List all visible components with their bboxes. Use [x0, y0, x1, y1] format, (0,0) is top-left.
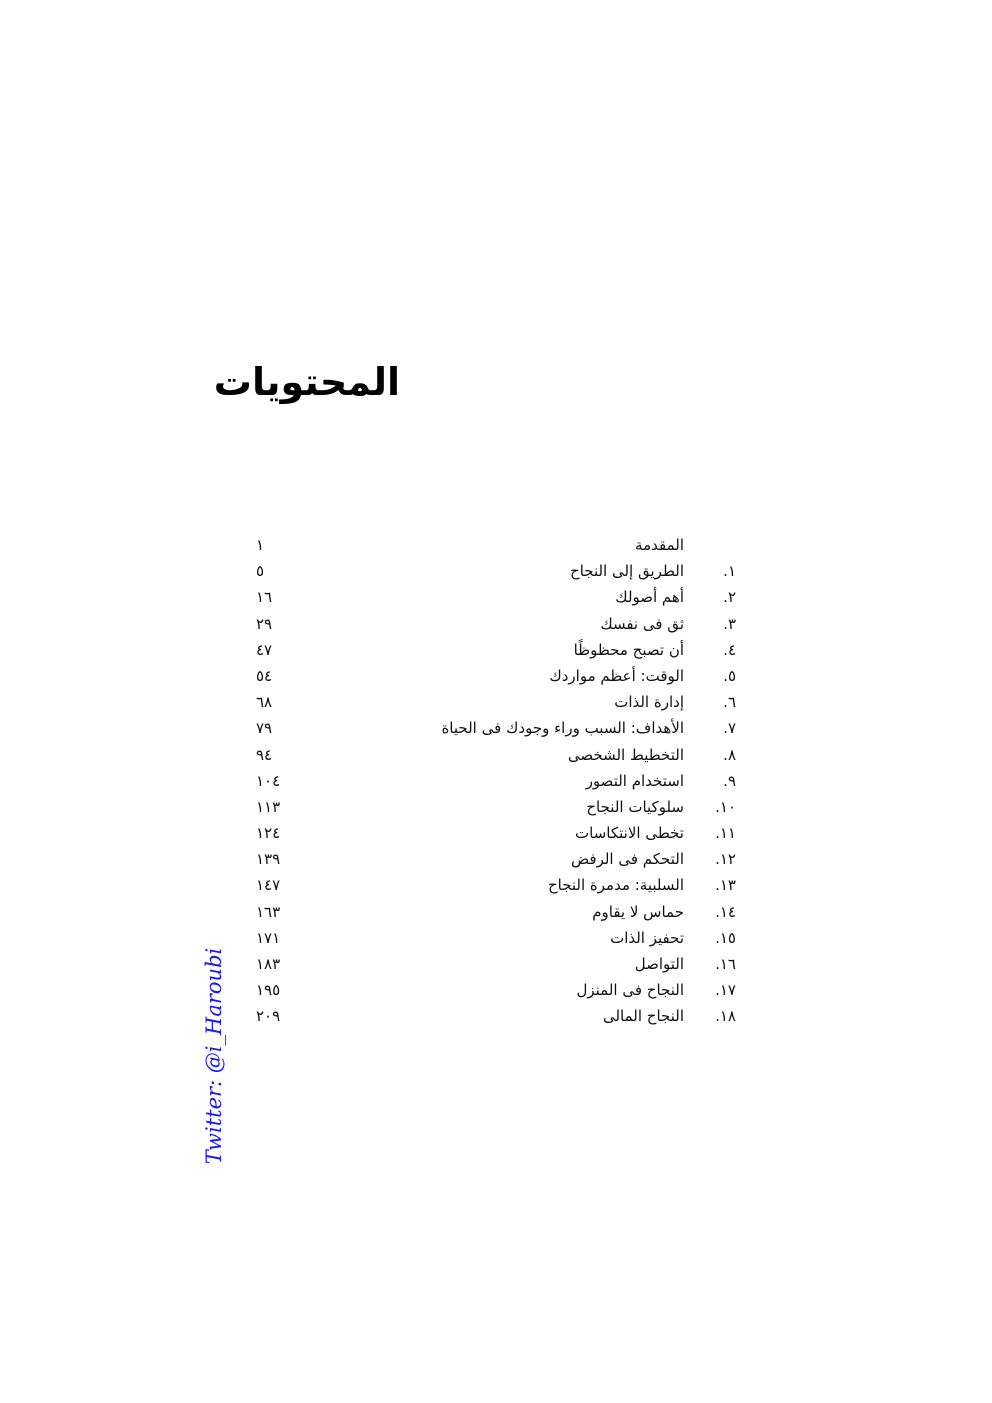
toc-entry-page: ٥٤ [256, 666, 273, 685]
toc-entry-title: تحفيز الذات [610, 928, 684, 947]
toc-entry-title: النجاح المالى [602, 1007, 684, 1026]
toc-entry-number: ٧. [723, 719, 736, 738]
toc-entry-number: ٢. [723, 588, 736, 607]
toc-entry-title: التواصل [634, 955, 684, 973]
toc-entry-page: ١٧١ [256, 928, 281, 947]
toc-entry-page: ٧٩ [256, 719, 273, 738]
toc-entry-title: النجاح فى المنزل [576, 981, 684, 1000]
toc-entry [250, 925, 750, 951]
toc-entry [250, 663, 750, 689]
toc-entry-number: ١١. [715, 824, 736, 843]
toc-entry-title: الأهداف: السبب وراء وجودك فى الحياة [441, 719, 684, 738]
toc-entry [250, 584, 750, 610]
toc-entry-number: ٣. [723, 614, 736, 633]
toc-entry-number: ١. [723, 562, 736, 581]
toc-entry-number: ١٣. [715, 876, 736, 895]
toc-entry [250, 689, 750, 715]
toc-entry-number: ١٧. [715, 981, 736, 1000]
toc-entry-title: التخطيط الشخصى [567, 745, 684, 764]
page-title: المحتويات [213, 360, 400, 404]
toc-entry-title: حماس لا يقاوم [592, 902, 684, 921]
toc-entry-page: ١٦ [256, 588, 273, 607]
toc-entry-title: تخطى الانتكاسات [575, 824, 684, 843]
toc-entry-page: ١ [256, 536, 265, 554]
toc-entry [250, 715, 750, 741]
toc-entry-title: السلبية: مدمرة النجاح [547, 876, 684, 895]
toc-entry [250, 611, 750, 637]
toc-entry-number: ٥. [723, 666, 736, 685]
toc-entry-page: ٢٠٩ [256, 1007, 281, 1026]
toc-entry-page: ١٤٧ [256, 876, 281, 895]
toc-entry [250, 532, 750, 558]
toc-entry-number: ١٦. [715, 955, 736, 973]
toc-entry-number: ١٠. [715, 797, 736, 816]
toc-entry-title: التحكم فى الرفض [571, 850, 684, 869]
toc-entry-title: المقدمة [635, 536, 684, 554]
toc-entry [250, 794, 750, 820]
toc-entry [250, 742, 750, 768]
toc-entry [250, 899, 750, 925]
toc-entry-page: ١٨٣ [256, 955, 281, 973]
toc-entry-title: أن تصبح محظوظًا [573, 640, 684, 659]
toc-entry-page: ١١٣ [256, 797, 281, 816]
toc-entry [250, 951, 750, 977]
toc-entry [250, 872, 750, 898]
toc-entry-number: ٩. [723, 771, 736, 790]
toc-entry-page: ٥ [256, 562, 265, 581]
toc-entry-page: ١٣٩ [256, 850, 281, 869]
toc-entry [250, 1003, 750, 1029]
toc-entry-page: ٩٤ [256, 745, 273, 764]
toc-entry-number: ١٥. [715, 928, 736, 947]
toc-entry-number: ١٤. [715, 902, 736, 921]
toc-entry-number: ٨. [723, 745, 736, 764]
toc-entry-page: ٤٧ [256, 640, 273, 659]
toc-entry-number: ٦. [723, 693, 736, 712]
toc-entry [250, 846, 750, 872]
toc-entry-title: ثق فى نفسك [600, 614, 684, 633]
toc-entry-number: ١٢. [715, 850, 736, 869]
toc-entry [250, 637, 750, 663]
toc-entry-title: سلوكيات النجاح [586, 797, 684, 816]
table-of-contents [250, 532, 750, 1030]
toc-entry [250, 977, 750, 1003]
toc-entry [250, 768, 750, 794]
toc-entry-title: أهم أصولك [615, 588, 684, 607]
toc-entry-page: ٢٩ [256, 614, 273, 633]
toc-entry-title: الطريق إلى النجاح [570, 562, 684, 581]
toc-entry-page: ١٦٣ [256, 902, 281, 921]
toc-entry-page: ٦٨ [256, 693, 273, 712]
toc-entry-page: ١٩٥ [256, 981, 281, 1000]
toc-entry [250, 820, 750, 846]
toc-entry-number: ١٨. [715, 1007, 736, 1026]
watermark: Twitter: @i_Haroubi [202, 947, 226, 1165]
toc-entry-page: ١٢٤ [256, 824, 281, 843]
toc-entry [250, 558, 750, 584]
toc-entry-page: ١٠٤ [256, 771, 281, 790]
toc-entry-title: استخدام التصور [585, 771, 684, 790]
toc-entry-number: ٤. [723, 640, 736, 659]
toc-entry-title: إدارة الذات [614, 693, 684, 712]
toc-entry-title: الوقت: أعظم مواردك [549, 666, 684, 685]
